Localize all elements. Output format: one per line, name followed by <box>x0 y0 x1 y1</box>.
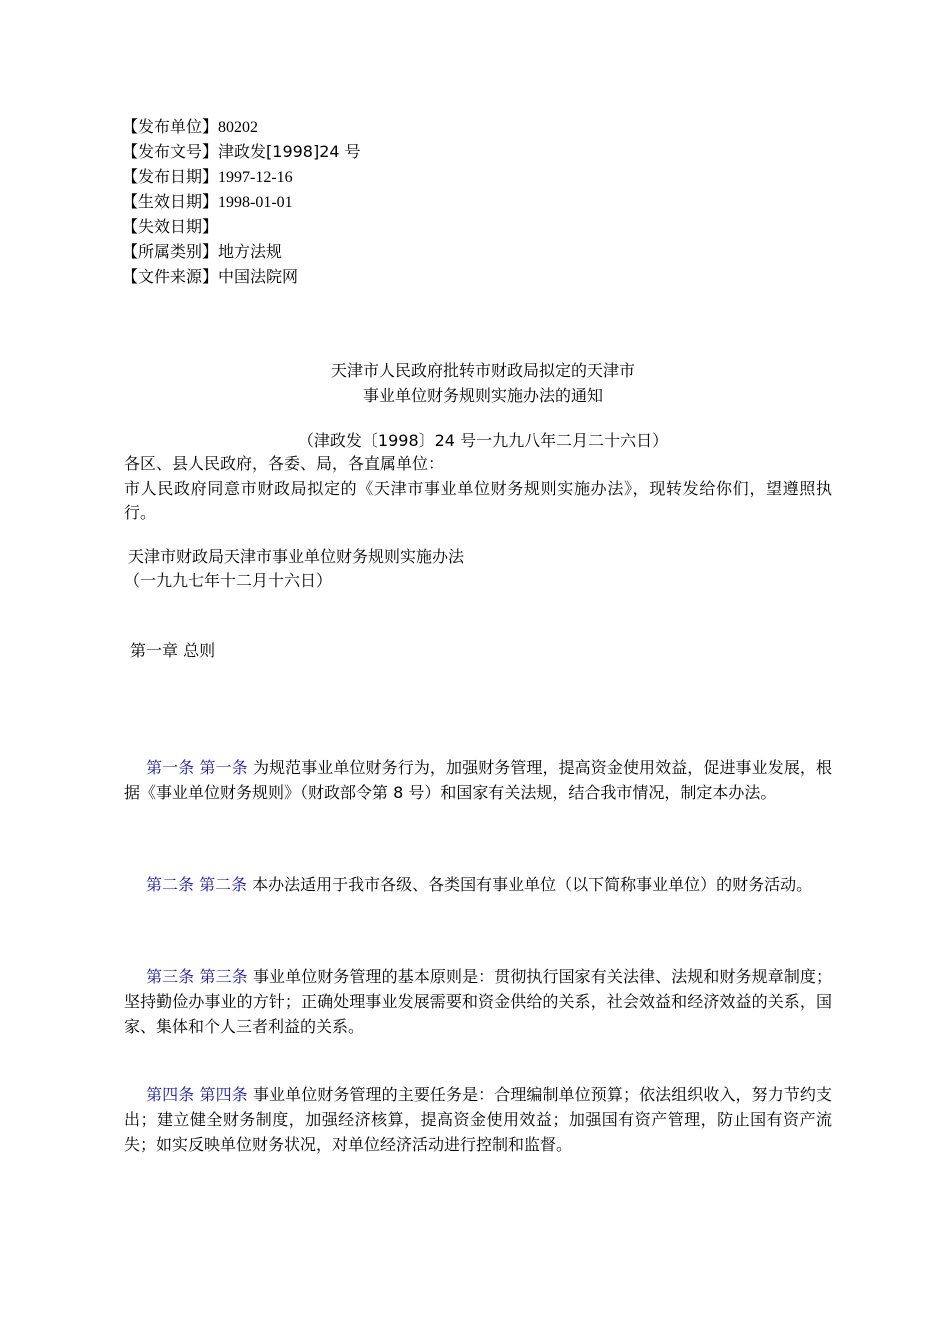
measures-date: （一九九七年十二月十六日） <box>124 571 333 590</box>
article-4 <box>124 1082 832 1157</box>
meta-effective-date <box>122 189 822 214</box>
notice-title-line-2: 事业单位财务规则实施办法的通知 <box>362 386 603 405</box>
meta-doc-number-value: 津政发[1998]24 号 <box>218 142 361 161</box>
article-3 <box>124 964 832 1039</box>
article-2-label: 第二条 第二条 <box>146 875 248 894</box>
article-3-label: 第三条 第三条 <box>146 967 248 986</box>
meta-publish-date <box>122 164 822 189</box>
article-1-text: 为规范事业单位财务行为，加强财务管理，提高资金使用效益，促进事业发展，根据《事业单位财务规则》（财政部令第 8 号）和国家有关法规，结合我市情况，制定本办法。 <box>124 758 832 802</box>
meta-category-label: 【所属类别】 <box>122 242 219 261</box>
meta-issuer-value: 80202 <box>218 119 259 136</box>
meta-publish-date-label: 【发布日期】 <box>122 167 219 186</box>
notice-body: 市人民政府同意市财政局拟定的《天津市事业单位财务规则实施办法》，现转发给你们，望遵照执行。 <box>124 479 832 522</box>
meta-issuer-label: 【发布单位】 <box>122 117 219 136</box>
article-2 <box>124 872 832 897</box>
meta-effective-date-label: 【生效日期】 <box>122 192 219 211</box>
article-4-label: 第四条 第四条 <box>146 1085 248 1104</box>
meta-effective-date-value: 1998-01-01 <box>218 194 293 211</box>
metadata-block <box>122 114 822 289</box>
article-1 <box>124 755 832 805</box>
notice-doc-number: （津政发〔1998〕24 号一九九八年二月二十六日） <box>297 431 669 450</box>
meta-publish-date-value: 1997-12-16 <box>218 169 293 186</box>
article-3-text: 事业单位财务管理的基本原则是：贯彻执行国家有关法律、法规和财务规章制度；坚持勤俭办事业的方针；正确处理事业发展需要和资金供给的关系，社会效益和经济效益的关系，国家、集体和个人三者利益的关系。 <box>124 967 832 1036</box>
notice-title <box>200 358 766 408</box>
meta-category <box>122 239 822 264</box>
meta-category-value: 地方法规 <box>218 242 283 261</box>
article-2-text: 本办法适用于我市各级、各类国有事业单位（以下简称事业单位）的财务活动。 <box>247 875 813 894</box>
meta-source <box>122 264 822 289</box>
measures-title: 天津市财政局天津市事业单位财务规则实施办法 <box>128 547 465 566</box>
article-4-text: 事业单位财务管理的主要任务是：合理编制单位预算；依法组织收入，努力节约支出；建立健全财务制度，加强经济核算，提高资金使用效益；加强国有资产管理，防止国有资产流失；如实反映单位财务状况，对单位经济活动进行控制和监督。 <box>124 1085 832 1154</box>
notice-title-line-1: 天津市人民政府批转市财政局拟定的天津市 <box>330 361 635 380</box>
meta-source-label: 【文件来源】 <box>122 267 219 286</box>
article-1-label: 第一条 第一条 <box>146 758 248 777</box>
notice-addressee: 各区、县人民政府，各委、局，各直属单位： <box>124 454 445 473</box>
meta-doc-number <box>122 139 822 164</box>
meta-source-value: 中国法院网 <box>218 267 299 286</box>
meta-issuer <box>122 114 822 139</box>
meta-doc-number-label: 【发布文号】 <box>122 142 219 161</box>
chapter-title: 第一章 总则 <box>130 641 216 660</box>
meta-expiry-date-label: 【失效日期】 <box>122 217 219 236</box>
meta-expiry-date <box>122 214 822 239</box>
